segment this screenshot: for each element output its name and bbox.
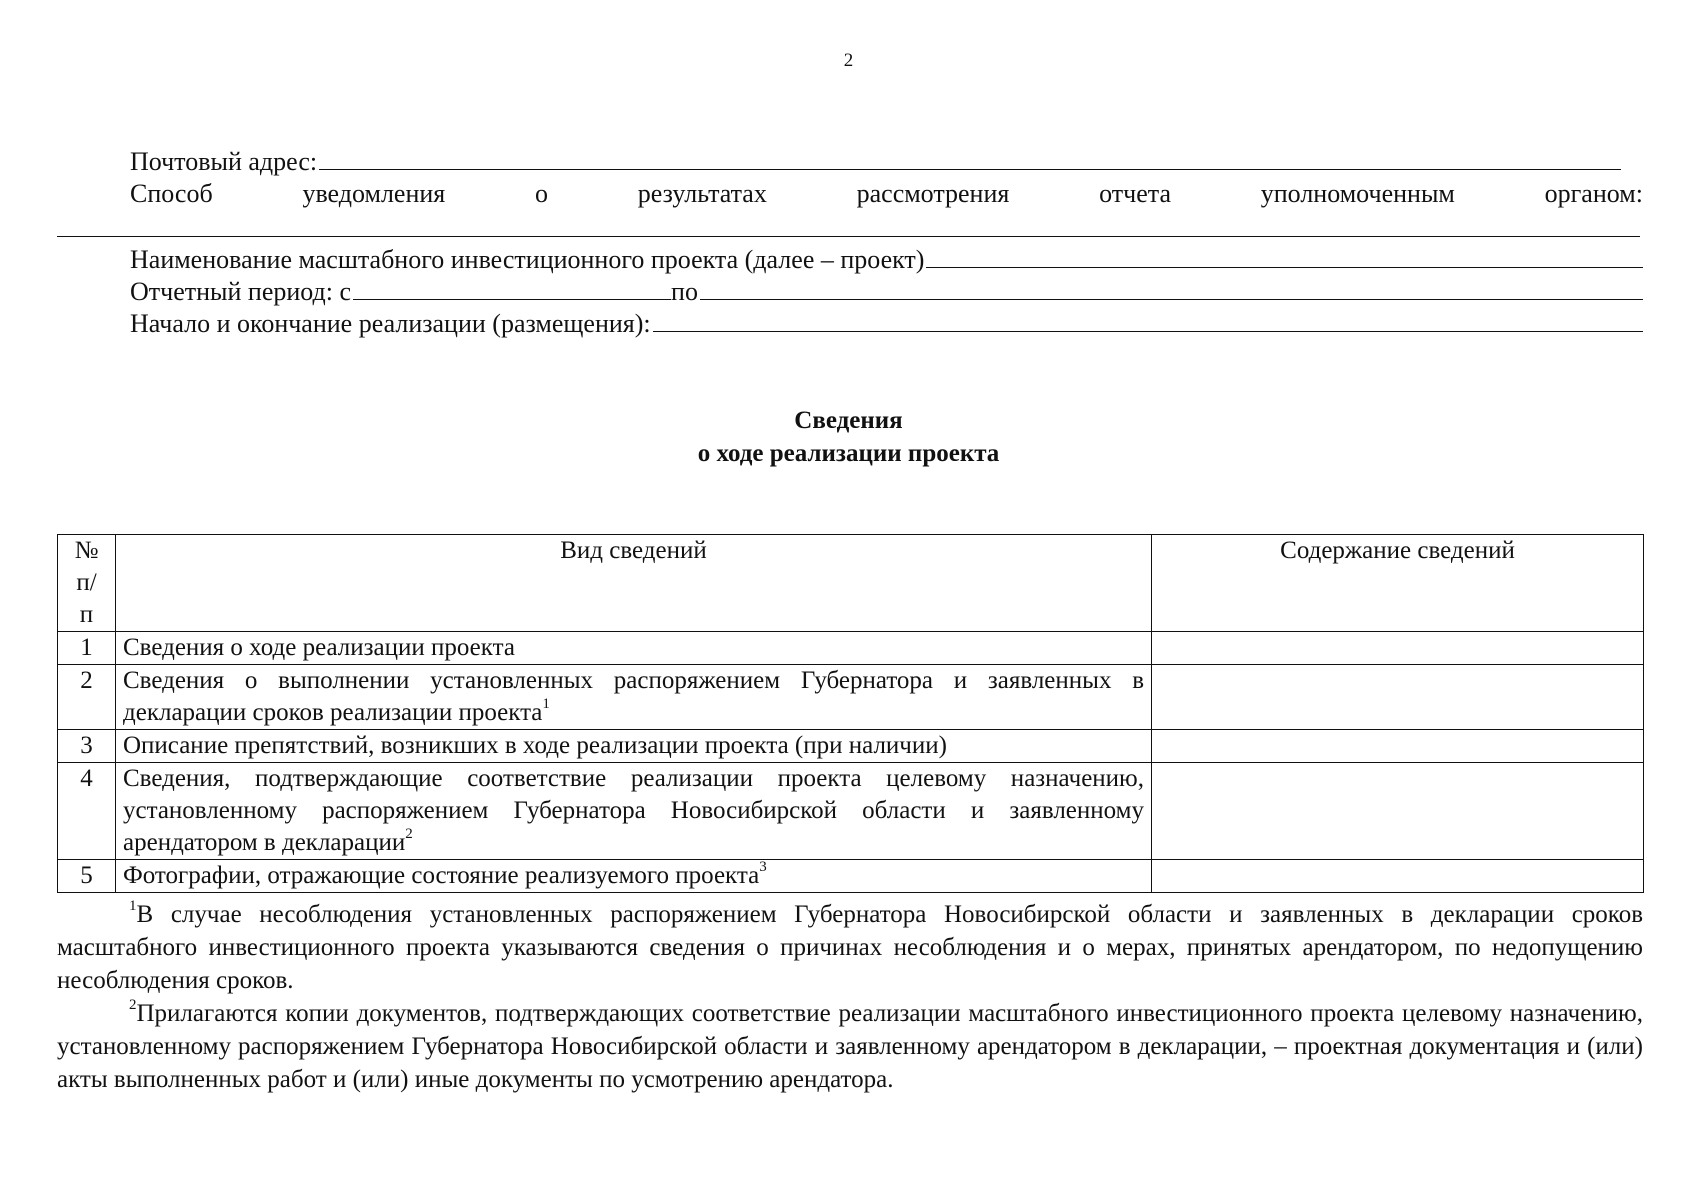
footnotes — [57, 898, 1643, 1096]
row-content-cell[interactable] — [1152, 730, 1644, 763]
row-content-cell[interactable] — [1152, 860, 1644, 893]
row-content-cell[interactable] — [1152, 632, 1644, 665]
postal-address-blank[interactable] — [319, 147, 1621, 170]
project-name-blank[interactable] — [926, 245, 1643, 268]
notify-word: органом: — [1544, 179, 1643, 208]
notify-word: Способ — [130, 179, 213, 208]
header-kind: Вид сведений — [116, 535, 1152, 632]
notify-method-label — [130, 178, 1643, 210]
footnote-ref: 1 — [542, 695, 550, 712]
notify-word: уведомления — [302, 179, 446, 208]
notify-word: уполномоченным — [1260, 179, 1455, 208]
period-to-label: по — [671, 277, 698, 306]
period-from-label: Отчетный период: с — [130, 277, 352, 306]
page-number: 2 — [843, 50, 854, 71]
row-number: 5 — [58, 860, 116, 893]
row-kind: Фотографии, отражающие состояние реализуемого проекта$^3$ — [116, 860, 1152, 893]
footnote-mark: 1 — [129, 897, 137, 914]
notify-word: отчета — [1099, 179, 1171, 208]
row-content-cell[interactable] — [1152, 763, 1644, 860]
section-subtitle: о ходе реализации проекта — [697, 440, 1000, 467]
period-to-blank[interactable] — [700, 277, 1643, 300]
row-kind: Сведения о ходе реализации проекта — [116, 632, 1152, 665]
row-number: 3 — [58, 730, 116, 763]
notify-word: о — [535, 179, 549, 208]
table-row — [58, 665, 1644, 730]
footnote-ref: 3 — [759, 858, 767, 875]
row-kind: Сведения о выполнении установленных распоряжением Губернатора и заявленных в декларации сроков реализации проекта$^1$ — [116, 665, 1152, 730]
project-name-label: Наименование масштабного инвестиционного проекта (далее – проект) — [130, 245, 925, 274]
row-content-cell[interactable] — [1152, 665, 1644, 730]
table-row — [58, 763, 1644, 860]
row-kind: Описание препятствий, возникших в ходе реализации проекта (при наличии) — [116, 730, 1152, 763]
table-row — [58, 860, 1644, 893]
reporting-period-field — [130, 276, 1643, 308]
information-table — [57, 534, 1644, 893]
row-number: 1 — [58, 632, 116, 665]
postal-address-field — [130, 146, 1643, 178]
row-number: 4 — [58, 763, 116, 860]
table-row — [58, 730, 1644, 763]
row-kind: Сведения, подтверждающие соответствие реализации проекта целевому назначению, установленному распоряжением Губернатора Новосибирской области и заявленному арендатором в декларации$^2$ — [116, 763, 1152, 860]
footnote: $^1$В случае несоблюдения установленных распоряжением Губернатора Новосибирской области и заявленных в декларации сроков масштабного инвестиционного проекта указываются сведения о причинах несоблюдения и о мерах, принятых арендатором, по недопущению несоблюдения сроков. — [57, 897, 1643, 994]
start-end-label: Начало и окончание реализации (размещения): — [130, 309, 651, 338]
notify-word: результатах — [637, 179, 767, 208]
footnote-ref: 2 — [405, 825, 413, 842]
period-from-blank[interactable] — [353, 277, 671, 300]
header-content: Содержание сведений — [1152, 535, 1644, 632]
footnote: $^2$Прилагаются копии документов, подтверждающих соответствие реализации масштабного инвестиционного проекта целевому назначению, установленному распоряжением Губернатора Новосибирской области и заявленному арендатором в декларации, – проектная документация и (или) акты выполненных работ и (или) иные документы по усмотрению арендатора. — [57, 996, 1643, 1093]
notify-word: рассмотрения — [856, 179, 1010, 208]
start-end-field — [130, 308, 1643, 340]
start-end-blank[interactable] — [653, 309, 1643, 332]
notify-method-blank[interactable] — [57, 236, 1640, 237]
table-header-row — [58, 535, 1644, 632]
footnote-mark: 2 — [129, 996, 137, 1013]
row-number: 2 — [58, 665, 116, 730]
postal-address-label: Почтовый адрес: — [130, 147, 318, 176]
header-num: № п/п — [58, 535, 116, 632]
section-title: Сведения — [794, 407, 903, 434]
project-name-field — [130, 244, 1643, 276]
table-row — [58, 632, 1644, 665]
